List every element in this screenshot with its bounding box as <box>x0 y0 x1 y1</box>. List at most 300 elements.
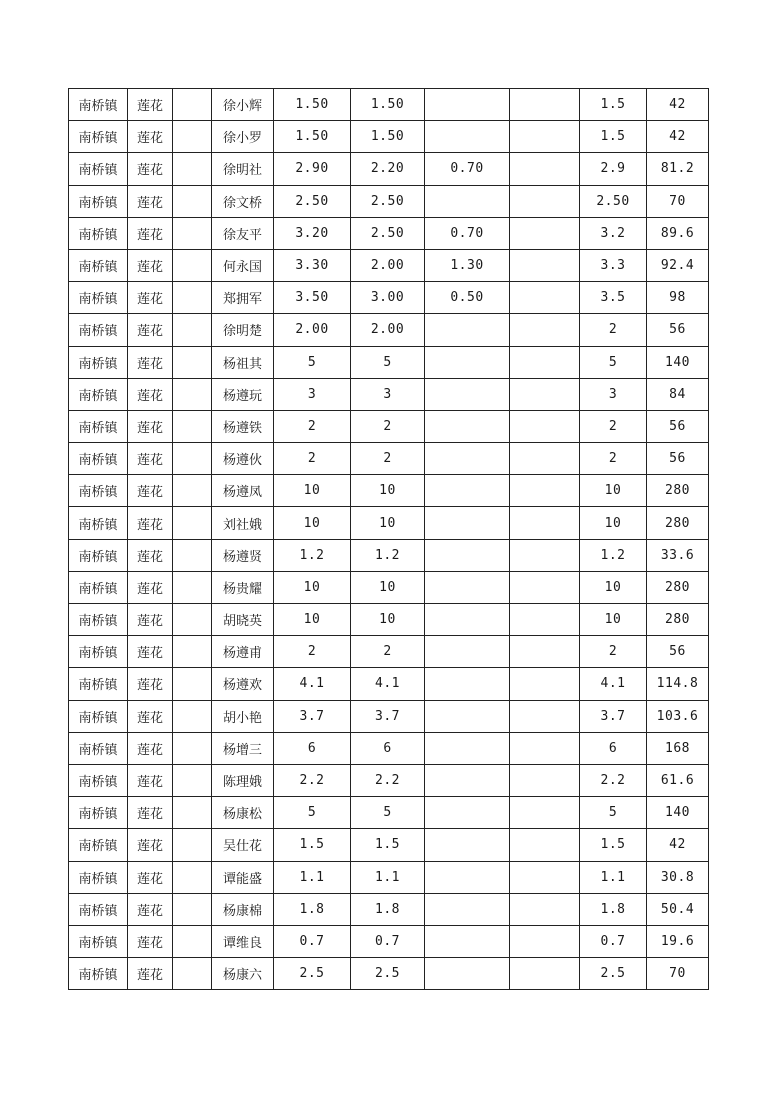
town-cell: 南桥镇 <box>69 314 128 346</box>
amount-cell: 42 <box>647 829 709 861</box>
area-b-cell <box>425 443 510 475</box>
area-confirmed-cell: 1.1 <box>580 861 647 893</box>
group-cell <box>173 89 212 121</box>
area-a-cell: 1.50 <box>351 89 425 121</box>
area-confirmed-cell: 0.7 <box>580 925 647 957</box>
area-b-cell <box>425 571 510 603</box>
area-a-cell: 1.8 <box>351 893 425 925</box>
name-cell: 杨康松 <box>212 797 274 829</box>
area-confirmed-cell: 1.5 <box>580 89 647 121</box>
village-cell: 莲花 <box>128 185 173 217</box>
table-row <box>69 925 709 957</box>
area-total-cell: 1.50 <box>274 121 351 153</box>
area-a-cell: 10 <box>351 475 425 507</box>
table-row <box>69 700 709 732</box>
area-b-cell <box>425 893 510 925</box>
amount-cell: 280 <box>647 475 709 507</box>
amount-cell: 84 <box>647 378 709 410</box>
area-confirmed-cell: 10 <box>580 571 647 603</box>
area-a-cell: 1.2 <box>351 539 425 571</box>
table-row <box>69 539 709 571</box>
area-a-cell: 2.00 <box>351 249 425 281</box>
area-confirmed-cell: 2 <box>580 636 647 668</box>
document-page <box>68 88 708 990</box>
name-cell: 徐文桥 <box>212 185 274 217</box>
village-cell: 莲花 <box>128 346 173 378</box>
area-c-cell <box>510 732 580 764</box>
area-a-cell: 2.50 <box>351 185 425 217</box>
town-cell: 南桥镇 <box>69 829 128 861</box>
table-row <box>69 378 709 410</box>
group-cell <box>173 443 212 475</box>
area-a-cell: 2.2 <box>351 764 425 796</box>
area-b-cell <box>425 732 510 764</box>
area-confirmed-cell: 5 <box>580 346 647 378</box>
table-row <box>69 636 709 668</box>
area-c-cell <box>510 314 580 346</box>
table-row <box>69 732 709 764</box>
name-cell: 刘社娥 <box>212 507 274 539</box>
amount-cell: 280 <box>647 604 709 636</box>
area-total-cell: 1.8 <box>274 893 351 925</box>
area-b-cell <box>425 121 510 153</box>
group-cell <box>173 571 212 603</box>
town-cell: 南桥镇 <box>69 893 128 925</box>
table-row <box>69 217 709 249</box>
area-confirmed-cell: 1.5 <box>580 121 647 153</box>
town-cell: 南桥镇 <box>69 668 128 700</box>
town-cell: 南桥镇 <box>69 925 128 957</box>
area-a-cell: 2.20 <box>351 153 425 185</box>
town-cell: 南桥镇 <box>69 346 128 378</box>
area-confirmed-cell: 1.8 <box>580 893 647 925</box>
area-b-cell <box>425 829 510 861</box>
name-cell: 杨康六 <box>212 958 274 990</box>
table-row <box>69 797 709 829</box>
name-cell: 徐小罗 <box>212 121 274 153</box>
name-cell: 徐友平 <box>212 217 274 249</box>
area-b-cell <box>425 314 510 346</box>
name-cell: 杨贵耀 <box>212 571 274 603</box>
group-cell <box>173 282 212 314</box>
area-total-cell: 3.50 <box>274 282 351 314</box>
town-cell: 南桥镇 <box>69 89 128 121</box>
town-cell: 南桥镇 <box>69 539 128 571</box>
area-total-cell: 1.2 <box>274 539 351 571</box>
group-cell <box>173 958 212 990</box>
area-total-cell: 2 <box>274 410 351 442</box>
name-cell: 谭能盛 <box>212 861 274 893</box>
area-total-cell: 2.5 <box>274 958 351 990</box>
amount-cell: 56 <box>647 314 709 346</box>
area-b-cell <box>425 764 510 796</box>
town-cell: 南桥镇 <box>69 797 128 829</box>
village-cell: 莲花 <box>128 121 173 153</box>
amount-cell: 30.8 <box>647 861 709 893</box>
name-cell: 徐明楚 <box>212 314 274 346</box>
area-confirmed-cell: 10 <box>580 475 647 507</box>
name-cell: 杨遵铁 <box>212 410 274 442</box>
table-row <box>69 893 709 925</box>
group-cell <box>173 378 212 410</box>
area-total-cell: 1.5 <box>274 829 351 861</box>
area-confirmed-cell: 6 <box>580 732 647 764</box>
village-cell: 莲花 <box>128 217 173 249</box>
area-c-cell <box>510 475 580 507</box>
village-cell: 莲花 <box>128 829 173 861</box>
amount-cell: 56 <box>647 636 709 668</box>
area-b-cell <box>425 604 510 636</box>
area-total-cell: 3.20 <box>274 217 351 249</box>
village-cell: 莲花 <box>128 89 173 121</box>
town-cell: 南桥镇 <box>69 604 128 636</box>
area-confirmed-cell: 4.1 <box>580 668 647 700</box>
name-cell: 杨增三 <box>212 732 274 764</box>
area-b-cell <box>425 378 510 410</box>
group-cell <box>173 185 212 217</box>
village-cell: 莲花 <box>128 958 173 990</box>
table-body <box>69 89 709 990</box>
amount-cell: 56 <box>647 443 709 475</box>
name-cell: 陈理娥 <box>212 764 274 796</box>
area-a-cell: 5 <box>351 797 425 829</box>
group-cell <box>173 249 212 281</box>
area-confirmed-cell: 3.5 <box>580 282 647 314</box>
area-a-cell: 1.50 <box>351 121 425 153</box>
area-c-cell <box>510 571 580 603</box>
town-cell: 南桥镇 <box>69 410 128 442</box>
table-row <box>69 185 709 217</box>
area-c-cell <box>510 829 580 861</box>
town-cell: 南桥镇 <box>69 121 128 153</box>
area-c-cell <box>510 539 580 571</box>
area-total-cell: 1.50 <box>274 89 351 121</box>
amount-cell: 81.2 <box>647 153 709 185</box>
area-c-cell <box>510 700 580 732</box>
group-cell <box>173 475 212 507</box>
area-c-cell <box>510 443 580 475</box>
area-confirmed-cell: 10 <box>580 507 647 539</box>
table-row <box>69 604 709 636</box>
area-confirmed-cell: 2 <box>580 410 647 442</box>
name-cell: 徐小辉 <box>212 89 274 121</box>
town-cell: 南桥镇 <box>69 571 128 603</box>
area-confirmed-cell: 10 <box>580 604 647 636</box>
name-cell: 杨祖其 <box>212 346 274 378</box>
area-b-cell: 0.70 <box>425 217 510 249</box>
area-total-cell: 5 <box>274 797 351 829</box>
area-a-cell: 3.7 <box>351 700 425 732</box>
area-a-cell: 1.1 <box>351 861 425 893</box>
amount-cell: 280 <box>647 571 709 603</box>
name-cell: 杨遵贤 <box>212 539 274 571</box>
area-b-cell <box>425 475 510 507</box>
town-cell: 南桥镇 <box>69 153 128 185</box>
town-cell: 南桥镇 <box>69 443 128 475</box>
area-c-cell <box>510 668 580 700</box>
area-a-cell: 6 <box>351 732 425 764</box>
town-cell: 南桥镇 <box>69 958 128 990</box>
town-cell: 南桥镇 <box>69 282 128 314</box>
area-total-cell: 3.7 <box>274 700 351 732</box>
amount-cell: 168 <box>647 732 709 764</box>
area-total-cell: 4.1 <box>274 668 351 700</box>
village-cell: 莲花 <box>128 797 173 829</box>
name-cell: 郑拥军 <box>212 282 274 314</box>
amount-cell: 89.6 <box>647 217 709 249</box>
area-confirmed-cell: 2.2 <box>580 764 647 796</box>
group-cell <box>173 797 212 829</box>
group-cell <box>173 539 212 571</box>
table-row <box>69 861 709 893</box>
table-row <box>69 346 709 378</box>
town-cell: 南桥镇 <box>69 475 128 507</box>
area-b-cell <box>425 861 510 893</box>
area-a-cell: 1.5 <box>351 829 425 861</box>
area-b-cell <box>425 346 510 378</box>
area-c-cell <box>510 797 580 829</box>
village-cell: 莲花 <box>128 378 173 410</box>
area-a-cell: 5 <box>351 346 425 378</box>
table-row <box>69 410 709 442</box>
name-cell: 杨遵凤 <box>212 475 274 507</box>
town-cell: 南桥镇 <box>69 378 128 410</box>
area-total-cell: 2 <box>274 636 351 668</box>
town-cell: 南桥镇 <box>69 861 128 893</box>
village-cell: 莲花 <box>128 314 173 346</box>
area-b-cell: 1.30 <box>425 249 510 281</box>
area-a-cell: 3.00 <box>351 282 425 314</box>
area-total-cell: 2.50 <box>274 185 351 217</box>
table-row <box>69 668 709 700</box>
area-b-cell <box>425 668 510 700</box>
area-a-cell: 10 <box>351 604 425 636</box>
group-cell <box>173 604 212 636</box>
area-c-cell <box>510 89 580 121</box>
group-cell <box>173 829 212 861</box>
name-cell: 何永国 <box>212 249 274 281</box>
area-c-cell <box>510 282 580 314</box>
village-cell: 莲花 <box>128 636 173 668</box>
area-a-cell: 2 <box>351 443 425 475</box>
area-confirmed-cell: 2.50 <box>580 185 647 217</box>
village-cell: 莲花 <box>128 764 173 796</box>
area-a-cell: 10 <box>351 507 425 539</box>
area-c-cell <box>510 958 580 990</box>
area-c-cell <box>510 249 580 281</box>
area-confirmed-cell: 2.5 <box>580 958 647 990</box>
table-row <box>69 764 709 796</box>
group-cell <box>173 861 212 893</box>
town-cell: 南桥镇 <box>69 636 128 668</box>
area-c-cell <box>510 410 580 442</box>
area-b-cell <box>425 925 510 957</box>
group-cell <box>173 507 212 539</box>
area-c-cell <box>510 378 580 410</box>
area-total-cell: 6 <box>274 732 351 764</box>
village-cell: 莲花 <box>128 893 173 925</box>
area-total-cell: 2.90 <box>274 153 351 185</box>
table-row <box>69 571 709 603</box>
group-cell <box>173 764 212 796</box>
amount-cell: 19.6 <box>647 925 709 957</box>
village-cell: 莲花 <box>128 925 173 957</box>
area-c-cell <box>510 893 580 925</box>
amount-cell: 140 <box>647 346 709 378</box>
village-cell: 莲花 <box>128 249 173 281</box>
area-total-cell: 3.30 <box>274 249 351 281</box>
area-c-cell <box>510 861 580 893</box>
table-row <box>69 475 709 507</box>
area-b-cell <box>425 410 510 442</box>
amount-cell: 50.4 <box>647 893 709 925</box>
area-total-cell: 1.1 <box>274 861 351 893</box>
area-confirmed-cell: 3 <box>580 378 647 410</box>
area-total-cell: 10 <box>274 571 351 603</box>
area-total-cell: 10 <box>274 604 351 636</box>
area-b-cell <box>425 797 510 829</box>
area-total-cell: 10 <box>274 475 351 507</box>
area-a-cell: 2.00 <box>351 314 425 346</box>
amount-cell: 140 <box>647 797 709 829</box>
group-cell <box>173 636 212 668</box>
area-confirmed-cell: 2 <box>580 443 647 475</box>
amount-cell: 280 <box>647 507 709 539</box>
table-row <box>69 121 709 153</box>
amount-cell: 56 <box>647 410 709 442</box>
table-row <box>69 443 709 475</box>
area-c-cell <box>510 217 580 249</box>
area-c-cell <box>510 153 580 185</box>
group-cell <box>173 925 212 957</box>
area-total-cell: 2 <box>274 443 351 475</box>
name-cell: 谭维良 <box>212 925 274 957</box>
amount-cell: 42 <box>647 89 709 121</box>
amount-cell: 70 <box>647 958 709 990</box>
village-cell: 莲花 <box>128 861 173 893</box>
area-c-cell <box>510 925 580 957</box>
table-row <box>69 153 709 185</box>
area-b-cell <box>425 958 510 990</box>
town-cell: 南桥镇 <box>69 249 128 281</box>
name-cell: 杨康棉 <box>212 893 274 925</box>
name-cell: 杨遵玩 <box>212 378 274 410</box>
name-cell: 徐明社 <box>212 153 274 185</box>
table-row <box>69 829 709 861</box>
name-cell: 胡小艳 <box>212 700 274 732</box>
table-row <box>69 958 709 990</box>
village-cell: 莲花 <box>128 443 173 475</box>
area-a-cell: 2 <box>351 410 425 442</box>
area-c-cell <box>510 185 580 217</box>
town-cell: 南桥镇 <box>69 185 128 217</box>
area-total-cell: 5 <box>274 346 351 378</box>
area-c-cell <box>510 604 580 636</box>
area-b-cell <box>425 539 510 571</box>
area-a-cell: 2 <box>351 636 425 668</box>
village-cell: 莲花 <box>128 539 173 571</box>
table-row <box>69 507 709 539</box>
area-b-cell <box>425 636 510 668</box>
village-cell: 莲花 <box>128 732 173 764</box>
amount-cell: 33.6 <box>647 539 709 571</box>
group-cell <box>173 346 212 378</box>
area-a-cell: 2.5 <box>351 958 425 990</box>
table-row <box>69 282 709 314</box>
area-c-cell <box>510 121 580 153</box>
area-confirmed-cell: 3.2 <box>580 217 647 249</box>
amount-cell: 98 <box>647 282 709 314</box>
name-cell: 胡晓英 <box>212 604 274 636</box>
area-b-cell <box>425 507 510 539</box>
area-total-cell: 2.2 <box>274 764 351 796</box>
group-cell <box>173 410 212 442</box>
village-cell: 莲花 <box>128 571 173 603</box>
area-a-cell: 3 <box>351 378 425 410</box>
area-c-cell <box>510 507 580 539</box>
group-cell <box>173 668 212 700</box>
area-confirmed-cell: 2 <box>580 314 647 346</box>
area-total-cell: 10 <box>274 507 351 539</box>
group-cell <box>173 121 212 153</box>
village-cell: 莲花 <box>128 604 173 636</box>
area-b-cell <box>425 89 510 121</box>
village-cell: 莲花 <box>128 668 173 700</box>
town-cell: 南桥镇 <box>69 507 128 539</box>
group-cell <box>173 732 212 764</box>
name-cell: 杨遵伙 <box>212 443 274 475</box>
village-cell: 莲花 <box>128 700 173 732</box>
group-cell <box>173 314 212 346</box>
village-cell: 莲花 <box>128 507 173 539</box>
name-cell: 吴仕花 <box>212 829 274 861</box>
area-confirmed-cell: 2.9 <box>580 153 647 185</box>
area-b-cell <box>425 700 510 732</box>
area-total-cell: 2.00 <box>274 314 351 346</box>
area-total-cell: 3 <box>274 378 351 410</box>
data-table <box>68 88 709 990</box>
group-cell <box>173 153 212 185</box>
area-total-cell: 0.7 <box>274 925 351 957</box>
village-cell: 莲花 <box>128 410 173 442</box>
village-cell: 莲花 <box>128 282 173 314</box>
area-confirmed-cell: 1.2 <box>580 539 647 571</box>
area-b-cell: 0.70 <box>425 153 510 185</box>
area-a-cell: 10 <box>351 571 425 603</box>
area-a-cell: 0.7 <box>351 925 425 957</box>
town-cell: 南桥镇 <box>69 217 128 249</box>
amount-cell: 42 <box>647 121 709 153</box>
area-c-cell <box>510 346 580 378</box>
amount-cell: 61.6 <box>647 764 709 796</box>
group-cell <box>173 893 212 925</box>
town-cell: 南桥镇 <box>69 700 128 732</box>
village-cell: 莲花 <box>128 475 173 507</box>
group-cell <box>173 700 212 732</box>
name-cell: 杨遵欢 <box>212 668 274 700</box>
amount-cell: 114.8 <box>647 668 709 700</box>
area-a-cell: 4.1 <box>351 668 425 700</box>
town-cell: 南桥镇 <box>69 764 128 796</box>
area-a-cell: 2.50 <box>351 217 425 249</box>
table-row <box>69 249 709 281</box>
amount-cell: 70 <box>647 185 709 217</box>
area-confirmed-cell: 1.5 <box>580 829 647 861</box>
table-row <box>69 314 709 346</box>
area-b-cell <box>425 185 510 217</box>
area-c-cell <box>510 636 580 668</box>
area-b-cell: 0.50 <box>425 282 510 314</box>
